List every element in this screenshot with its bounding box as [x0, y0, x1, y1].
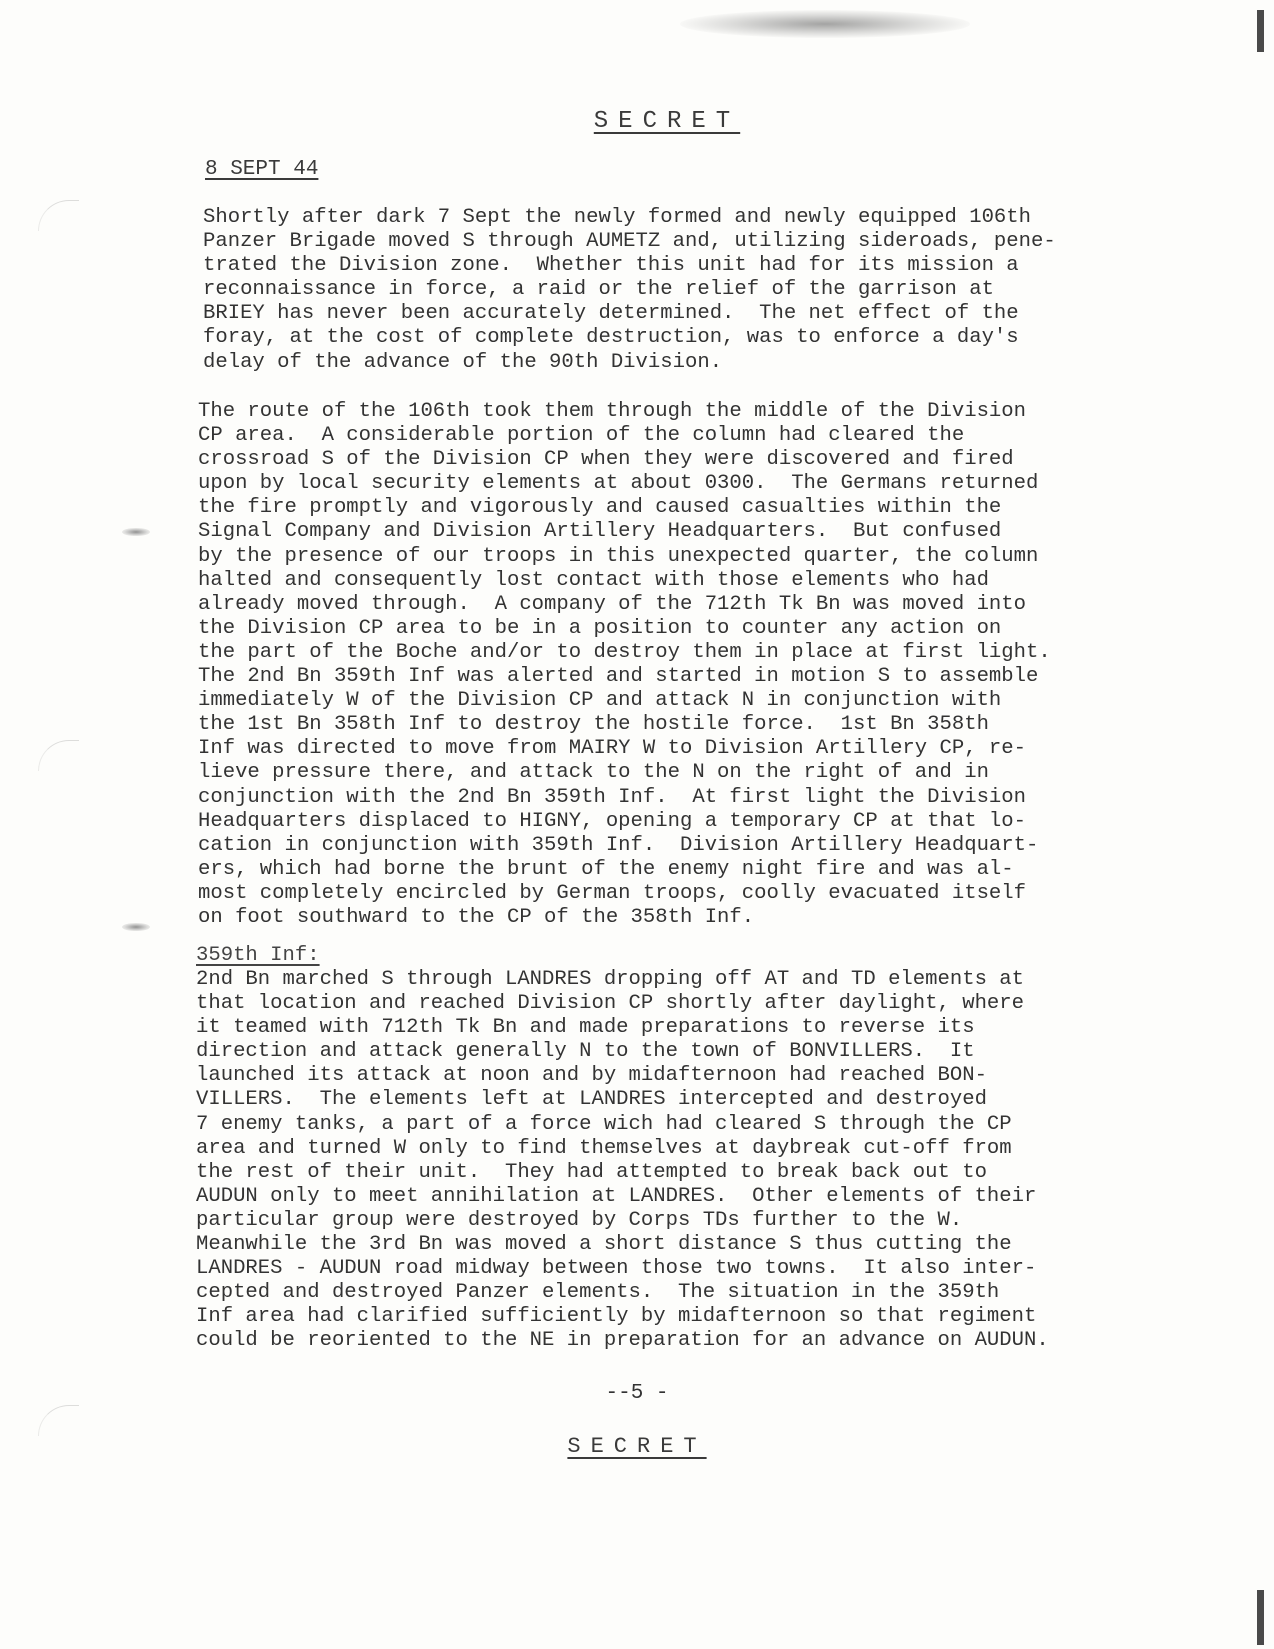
margin-arc [38, 200, 79, 231]
classification-header: SECRET [593, 108, 741, 135]
punch-mark [122, 528, 150, 536]
punch-mark [122, 923, 150, 931]
page-number: --5 - [605, 1382, 669, 1405]
scan-edge-mark-bottom [1257, 1590, 1264, 1645]
classification-footer: SECRET [567, 1434, 707, 1459]
paragraph-2: The route of the 106th took them through the middle of the Division CP area. A considerable portion of the column had cleared the crossroad S of the Division CP when they were discovered and fired upon by local security elements at about 0300. The Germans returned the fire promptly and vigorously and caused casualties within the Signal Company and Division Artillery Headquarters. But confused by the presence of our troops in this unexpected quarter, the column halted and consequently lost contact with those elements who had already moved through. A company of the 712th Tk Bn was moved into the Division CP area to be in a position to counter any action on the part of the Boche and/or to destroy them in place at first light. The 2nd Bn 359th Inf was alerted and started in motion S to assemble immediately W of the Division CP and attack N in conjunction with the 1st Bn 358th Inf to destroy the hostile force. 1st Bn 358th Inf was directed to move from MAIRY W to Division Artillery CP, re- lieve pressure there, and attack to the N on the right of and in conjunction with the 2nd Bn 359th Inf. At first light the Division Headquarters displaced to HIGNY, opening a temporary CP at that lo- cation in conjunction with 359th Inf. Division Artillery Headquart- ers, which had borne the brunt of the enemy night fire and was al- most completely encircled by German troops, coolly evacuated itself on foot southward to the CP of the 358th Inf. [198, 400, 1051, 929]
scan-edge-mark-top [1257, 10, 1264, 52]
paragraph-3: 2nd Bn marched S through LANDRES dropping off AT and TD elements at that location and reached Division CP shortly after daylight, where it teamed with 712th Tk Bn and made preparations to reverse its direction and attack generally N to the town of BONVILLERS. It launched its attack at noon and by midafternoon had reached BON- VILLERS. The elements left at LANDRES intercepted and destroyed 7 enemy tanks, a part of a force wich had cleared S through the CP area and turned W only to find themselves at daybreak cut-off from the rest of their unit. They had attempted to break back out to AUDUN only to meet annihilation at LANDRES. Other elements of their particular group were destroyed by Corps TDs further to the W. Meanwhile the 3rd Bn was moved a short distance S thus cutting the LANDRES - AUDUN road midway between those two towns. It also inter- cepted and destroyed Panzer elements. The situation in the 359th Inf area had clarified sufficiently by midafternoon so that regiment could be reoriented to the NE in preparation for an advance on AUDUN. [196, 968, 1049, 1353]
section-subheading: 359th Inf: [196, 944, 320, 967]
paragraph-1: Shortly after dark 7 Sept the newly formed and newly equipped 106th Panzer Brigade moved S through AUMETZ and, utilizing sideroads, pene- trated the Division zone. Whether this unit had for its mission a reconnaissance in force, a raid or the relief of the garrison at BRIEY has never been accurately determined. The net effect of the foray, at the cost of complete destruction, was to enforce a day's delay of the advance of the 90th Division. [203, 206, 1056, 374]
margin-arc [38, 740, 79, 771]
margin-arc [38, 1405, 79, 1436]
date-heading: 8 SEPT 44 [205, 158, 319, 181]
scan-smudge [680, 10, 970, 38]
